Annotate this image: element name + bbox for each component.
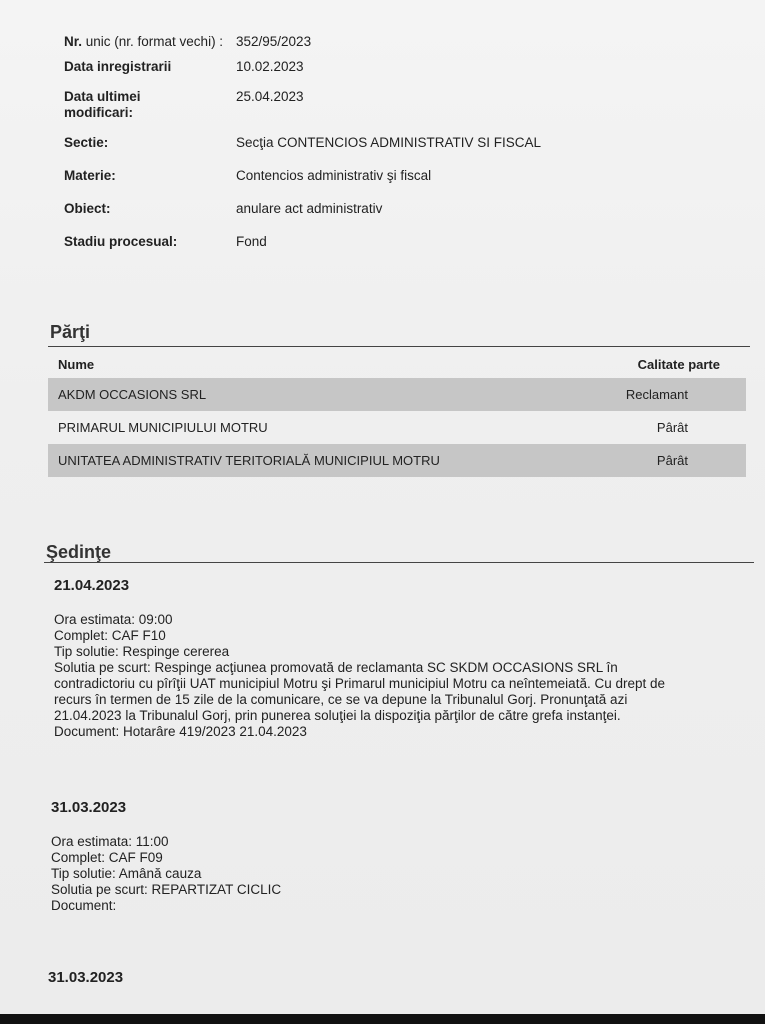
info-label: Data ultimei modificari: (64, 89, 141, 120)
info-label: Nr. unic (nr. format vechi) : (64, 34, 224, 49)
info-value: Fond (236, 234, 267, 249)
sedinta-line: Solutia pe scurt: Respinge acţiunea promovată de reclamanta SC SKDM OCCASIONS SRL în (54, 660, 618, 675)
party-role: Pârât (656, 453, 688, 468)
header-role: Calitate parte (637, 356, 720, 372)
info-value: 10.02.2023 (236, 59, 304, 74)
sedinta-date: 21.04.2023 (54, 577, 130, 594)
sedinta-line: Ora estimata: 09:00 (54, 612, 173, 627)
party-role: Pârât (656, 420, 688, 435)
parti-header-row (48, 350, 746, 378)
info-value: 25.04.2023 (236, 89, 304, 104)
sedinta-line: Complet: CAF F09 (51, 850, 163, 865)
header-name: Nume (58, 356, 95, 372)
sedinta-line: Tip solutie: Amână cauza (51, 866, 202, 881)
info-row-obiect (64, 201, 541, 217)
sedinta-line: Complet: CAF F10 (54, 628, 166, 643)
info-label: Sectie: (64, 135, 109, 150)
sedinta-line: Solutia pe scurt: REPARTIZAT CICLIC (51, 882, 282, 897)
sedinta-line: Ora estimata: 11:00 (51, 834, 169, 849)
info-value: Contencios administrativ şi fiscal (236, 168, 432, 183)
party-role: Reclamant (625, 387, 688, 402)
sedinta-line: Tip solutie: Respinge cererea (54, 644, 230, 659)
info-row-data-inregistrarii (64, 59, 541, 75)
sedinta-block (51, 800, 281, 914)
info-row-materie (64, 168, 541, 184)
sedinta-line: 21.04.2023 la Tribunalul Gorj, prin punerea soluţiei la dispoziţia părţilor de către grefa instanţei. (54, 708, 621, 723)
sedinta-block (54, 578, 665, 740)
parti-divider (48, 346, 750, 347)
info-row-stadiu (64, 234, 541, 250)
info-label: Materie: (64, 168, 116, 183)
table-row (48, 411, 746, 444)
sedinta-date: 31.03.2023 (51, 799, 127, 816)
sedinte-title: Şedinţe (46, 542, 112, 562)
sedinta-date: 31.03.2023 (48, 969, 124, 986)
bottom-bar (0, 1014, 765, 1024)
info-row-data-modificari (64, 89, 541, 121)
info-label: Stadiu procesual: (64, 234, 178, 249)
sedinta-block (48, 970, 123, 1004)
sedinta-line: recurs în termen de 15 zile de la comunicare, ce se va depune la Tribunalul Gorj. Pronunţată azi (54, 692, 628, 707)
case-info (64, 34, 541, 261)
parti-title: Părţi (50, 322, 91, 342)
info-row-sectie (64, 135, 541, 151)
party-name: PRIMARUL MUNICIPIULUI MOTRU (58, 420, 268, 435)
info-value: Secţia CONTENCIOS ADMINISTRATIV SI FISCAL (236, 135, 542, 150)
parti-table (48, 350, 746, 477)
info-label: Obiect: (64, 201, 111, 216)
info-row-nr (64, 34, 541, 50)
party-name: AKDM OCCASIONS SRL (58, 387, 207, 402)
info-value: 352/95/2023 (236, 34, 312, 49)
party-name: UNITATEA ADMINISTRATIV TERITORIALĂ MUNICIPIUL MOTRU (58, 453, 440, 468)
sedinta-line: Document: (51, 898, 117, 913)
sedinta-line: Document: Hotarâre 419/2023 21.04.2023 (54, 724, 307, 739)
info-value: anulare act administrativ (236, 201, 383, 216)
info-label: Data inregistrarii (64, 59, 172, 74)
sedinte-divider (44, 562, 754, 563)
table-row (48, 444, 746, 477)
table-row (48, 378, 746, 411)
sedinta-line: contradictoriu cu pîrîţii UAT municipiul Motru şi Primarul municipiul Motru ca neîntemeiată. Cu drept de (54, 676, 665, 691)
